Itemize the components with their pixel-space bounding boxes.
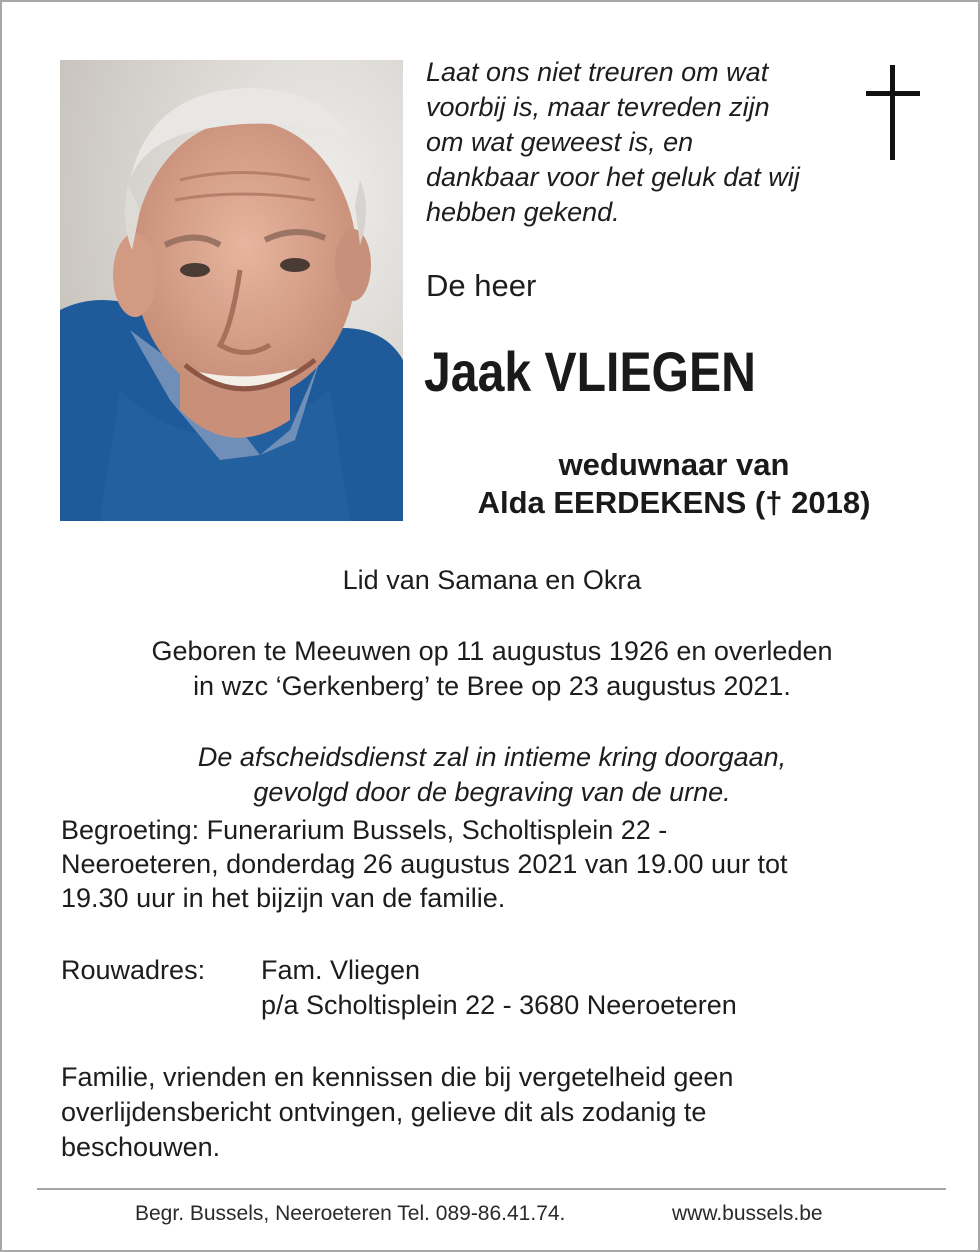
greeting-line: 19.30 uur in het bijzijn van de familie.: [61, 883, 506, 913]
poem-line: voorbij is, maar tevreden zijn: [426, 92, 770, 122]
poem-line: hebben gekend.: [426, 197, 620, 227]
poem-line: om wat geweest is, en: [426, 127, 694, 157]
greeting-line: Begroeting: Funerarium Bussels, Scholtisplein 22 -: [61, 815, 668, 845]
service-line: gevolgd door de begraving van de urne.: [253, 777, 731, 807]
website-link[interactable]: www.bussels.be: [672, 1202, 823, 1225]
mourning-address-line: Fam. Vliegen: [261, 955, 421, 985]
spouse-name: Alda EERDEKENS († 2018): [477, 485, 871, 520]
greeting-line: Neeroeteren, donderdag 26 augustus 2021 van 19.00 uur tot: [61, 849, 788, 879]
poem-line: dankbaar voor het geluk dat wij: [426, 162, 800, 192]
portrait-photo: [60, 60, 403, 521]
latin-cross-icon: [864, 65, 922, 160]
notice-line: beschouwen.: [61, 1132, 221, 1162]
birth-death-line: in wzc ‘Gerkenberg’ te Bree op 23 augustus 2021.: [193, 671, 791, 701]
notice-line: Familie, vrienden en kennissen die bij vergetelheid geen: [61, 1062, 734, 1092]
honorific-title: De heer: [426, 268, 537, 303]
mourning-address-label: Rouwadres:: [61, 955, 206, 985]
footer-divider: [37, 1188, 946, 1190]
deceased-name: Jaak VLIEGEN: [424, 340, 756, 403]
membership-text: Lid van Samana en Okra: [342, 565, 642, 595]
spouse-relation: weduwnaar van: [558, 447, 790, 482]
birth-death-line: Geboren te Meeuwen op 11 augustus 1926 en overleden: [151, 636, 833, 666]
poem-line: Laat ons niet treuren om wat: [426, 57, 769, 87]
service-line: De afscheidsdienst zal in intieme kring doorgaan,: [197, 742, 787, 772]
memorial-poem: [426, 55, 856, 230]
mourning-address-line: p/a Scholtisplein 22 - 3680 Neeroeteren: [261, 990, 737, 1020]
spouse-info: [414, 446, 934, 522]
undertaker-contact: Begr. Bussels, Neeroeteren Tel. 089-86.41.74.: [135, 1202, 566, 1225]
notice-line: overlijdensbericht ontvingen, gelieve dit als zodanig te: [61, 1097, 707, 1127]
